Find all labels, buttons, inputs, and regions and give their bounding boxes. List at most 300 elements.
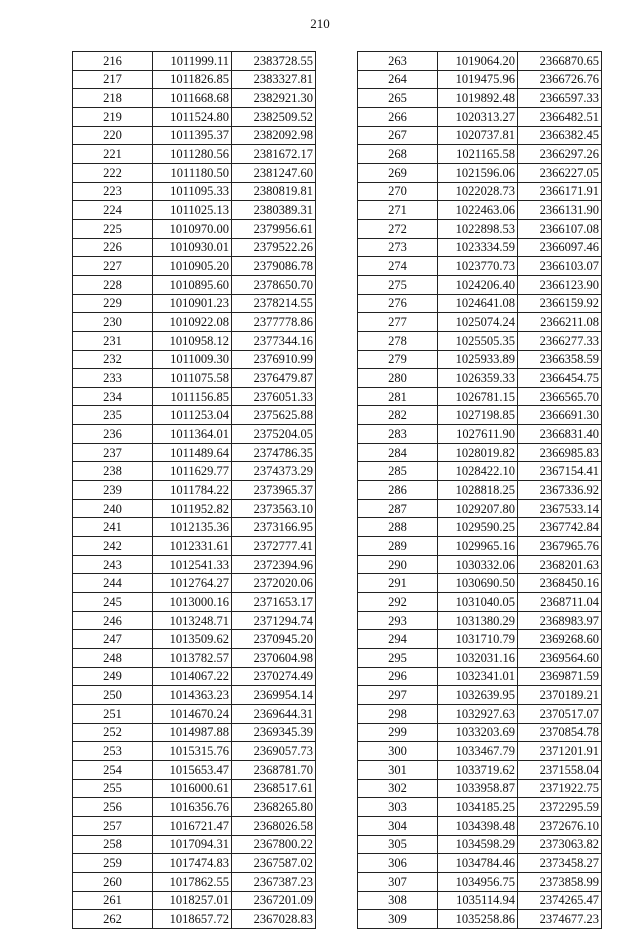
point-number-cell: 295: [358, 649, 438, 668]
x-coordinate-cell: 1026359.33: [438, 369, 518, 388]
table-row: [73, 798, 316, 817]
table-row: [358, 331, 602, 350]
x-coordinate-cell: 1032031.16: [438, 649, 518, 668]
x-coordinate-cell: 1031380.29: [438, 611, 518, 630]
y-coordinate-cell: 2366726.76: [518, 70, 602, 89]
page-number: 210: [310, 16, 330, 31]
x-coordinate-cell: 1028818.25: [438, 481, 518, 500]
x-coordinate-cell: 1018257.01: [153, 891, 232, 910]
x-coordinate-cell: 1033958.87: [438, 779, 518, 798]
y-coordinate-cell: 2382092.98: [232, 126, 316, 145]
y-coordinate-cell: 2376479.87: [232, 369, 316, 388]
y-coordinate-cell: 2371558.04: [518, 760, 602, 779]
x-coordinate-cell: 1023770.73: [438, 257, 518, 276]
y-coordinate-cell: 2369564.60: [518, 649, 602, 668]
table-row: [73, 369, 316, 388]
point-number-cell: 220: [73, 126, 153, 145]
table-row: [358, 313, 602, 332]
y-coordinate-cell: 2376051.33: [232, 387, 316, 406]
table-row: [358, 910, 602, 929]
y-coordinate-cell: 2368265.80: [232, 798, 316, 817]
point-number-cell: 293: [358, 611, 438, 630]
y-coordinate-cell: 2368781.70: [232, 760, 316, 779]
point-number-cell: 265: [358, 89, 438, 108]
x-coordinate-cell: 1010922.08: [153, 313, 232, 332]
table-row: [73, 275, 316, 294]
x-coordinate-cell: 1016721.47: [153, 816, 232, 835]
table-row: [358, 742, 602, 761]
x-coordinate-cell: 1011952.82: [153, 499, 232, 518]
table-row: [358, 145, 602, 164]
table-row: [358, 238, 602, 257]
x-coordinate-cell: 1011668.68: [153, 89, 232, 108]
y-coordinate-cell: 2378214.55: [232, 294, 316, 313]
y-coordinate-cell: 2368517.61: [232, 779, 316, 798]
point-number-cell: 298: [358, 704, 438, 723]
point-number-cell: 287: [358, 499, 438, 518]
x-coordinate-cell: 1027611.90: [438, 425, 518, 444]
y-coordinate-cell: 2382921.30: [232, 89, 316, 108]
point-number-cell: 235: [73, 406, 153, 425]
y-coordinate-cell: 2366454.75: [518, 369, 602, 388]
x-coordinate-cell: 1017094.31: [153, 835, 232, 854]
y-coordinate-cell: 2366358.59: [518, 350, 602, 369]
y-coordinate-cell: 2379086.78: [232, 257, 316, 276]
y-coordinate-cell: 2377778.86: [232, 313, 316, 332]
y-coordinate-cell: 2372676.10: [518, 816, 602, 835]
y-coordinate-cell: 2367028.83: [232, 910, 316, 929]
table-row: [73, 649, 316, 668]
table-row: [73, 425, 316, 444]
y-coordinate-cell: 2368026.58: [232, 816, 316, 835]
x-coordinate-cell: 1024641.08: [438, 294, 518, 313]
point-number-cell: 237: [73, 443, 153, 462]
x-coordinate-cell: 1010905.20: [153, 257, 232, 276]
y-coordinate-cell: 2371201.91: [518, 742, 602, 761]
y-coordinate-cell: 2369057.73: [232, 742, 316, 761]
y-coordinate-cell: 2373063.82: [518, 835, 602, 854]
point-number-cell: 228: [73, 275, 153, 294]
x-coordinate-cell: 1011524.80: [153, 107, 232, 126]
x-coordinate-cell: 1033467.79: [438, 742, 518, 761]
y-coordinate-cell: 2366131.90: [518, 201, 602, 220]
y-coordinate-cell: 2381247.60: [232, 163, 316, 182]
point-number-cell: 302: [358, 779, 438, 798]
y-coordinate-cell: 2366103.07: [518, 257, 602, 276]
x-coordinate-cell: 1014067.22: [153, 667, 232, 686]
point-number-cell: 233: [73, 369, 153, 388]
x-coordinate-cell: 1028422.10: [438, 462, 518, 481]
point-number-cell: 270: [358, 182, 438, 201]
table-row: [358, 686, 602, 705]
point-number-cell: 284: [358, 443, 438, 462]
y-coordinate-cell: 2366277.33: [518, 331, 602, 350]
point-number-cell: 224: [73, 201, 153, 220]
point-number-cell: 239: [73, 481, 153, 500]
y-coordinate-cell: 2374265.47: [518, 891, 602, 910]
point-number-cell: 260: [73, 872, 153, 891]
y-coordinate-cell: 2370274.49: [232, 667, 316, 686]
x-coordinate-cell: 1011095.33: [153, 182, 232, 201]
table-row: [358, 294, 602, 313]
y-coordinate-cell: 2373458.27: [518, 854, 602, 873]
y-coordinate-cell: 2369345.39: [232, 723, 316, 742]
y-coordinate-cell: 2374786.35: [232, 443, 316, 462]
y-coordinate-cell: 2366297.26: [518, 145, 602, 164]
x-coordinate-cell: 1019475.96: [438, 70, 518, 89]
table-row: [358, 462, 602, 481]
x-coordinate-cell: 1023334.59: [438, 238, 518, 257]
point-number-cell: 297: [358, 686, 438, 705]
x-coordinate-cell: 1017474.83: [153, 854, 232, 873]
x-coordinate-cell: 1028019.82: [438, 443, 518, 462]
point-number-cell: 232: [73, 350, 153, 369]
point-number-cell: 219: [73, 107, 153, 126]
point-number-cell: 238: [73, 462, 153, 481]
table-row: [358, 537, 602, 556]
x-coordinate-cell: 1019064.20: [438, 52, 518, 71]
table-row: [73, 331, 316, 350]
y-coordinate-cell: 2366227.05: [518, 163, 602, 182]
y-coordinate-cell: 2375204.05: [232, 425, 316, 444]
point-number-cell: 257: [73, 816, 153, 835]
table-row: [358, 611, 602, 630]
y-coordinate-cell: 2368711.04: [518, 593, 602, 612]
point-number-cell: 306: [358, 854, 438, 873]
point-number-cell: 252: [73, 723, 153, 742]
table-row: [73, 219, 316, 238]
y-coordinate-cell: 2366691.30: [518, 406, 602, 425]
point-number-cell: 262: [73, 910, 153, 929]
x-coordinate-cell: 1011025.13: [153, 201, 232, 220]
y-coordinate-cell: 2368450.16: [518, 574, 602, 593]
y-coordinate-cell: 2366870.65: [518, 52, 602, 71]
point-number-cell: 281: [358, 387, 438, 406]
x-coordinate-cell: 1026781.15: [438, 387, 518, 406]
point-number-cell: 274: [358, 257, 438, 276]
point-number-cell: 241: [73, 518, 153, 537]
y-coordinate-cell: 2366597.33: [518, 89, 602, 108]
point-number-cell: 291: [358, 574, 438, 593]
point-number-cell: 277: [358, 313, 438, 332]
table-row: [73, 686, 316, 705]
table-row: [358, 107, 602, 126]
x-coordinate-cell: 1031040.05: [438, 593, 518, 612]
y-coordinate-cell: 2376910.99: [232, 350, 316, 369]
y-coordinate-cell: 2367965.76: [518, 537, 602, 556]
point-number-cell: 230: [73, 313, 153, 332]
x-coordinate-cell: 1025074.24: [438, 313, 518, 332]
table-row: [73, 742, 316, 761]
table-row: [358, 798, 602, 817]
point-number-cell: 242: [73, 537, 153, 556]
y-coordinate-cell: 2381672.17: [232, 145, 316, 164]
point-number-cell: 308: [358, 891, 438, 910]
point-number-cell: 221: [73, 145, 153, 164]
x-coordinate-cell: 1033203.69: [438, 723, 518, 742]
table-row: [73, 145, 316, 164]
x-coordinate-cell: 1022898.53: [438, 219, 518, 238]
table-row: [73, 555, 316, 574]
table-row: [73, 760, 316, 779]
y-coordinate-cell: 2383327.81: [232, 70, 316, 89]
table-row: [358, 779, 602, 798]
y-coordinate-cell: 2369268.60: [518, 630, 602, 649]
x-coordinate-cell: 1013248.71: [153, 611, 232, 630]
point-number-cell: 236: [73, 425, 153, 444]
table-row: [73, 667, 316, 686]
y-coordinate-cell: 2368983.97: [518, 611, 602, 630]
y-coordinate-cell: 2373563.10: [232, 499, 316, 518]
table-row: [358, 275, 602, 294]
table-row: [358, 593, 602, 612]
table-row: [73, 854, 316, 873]
y-coordinate-cell: 2370854.78: [518, 723, 602, 742]
y-coordinate-cell: 2366565.70: [518, 387, 602, 406]
table-row: [358, 891, 602, 910]
x-coordinate-cell: 1016356.76: [153, 798, 232, 817]
table-row: [73, 872, 316, 891]
x-coordinate-cell: 1012541.33: [153, 555, 232, 574]
coordinates-table-right: [357, 51, 602, 929]
table-row: [358, 630, 602, 649]
point-number-cell: 307: [358, 872, 438, 891]
point-number-cell: 288: [358, 518, 438, 537]
x-coordinate-cell: 1011009.30: [153, 350, 232, 369]
table-row: [73, 163, 316, 182]
x-coordinate-cell: 1032927.63: [438, 704, 518, 723]
point-number-cell: 222: [73, 163, 153, 182]
y-coordinate-cell: 2374677.23: [518, 910, 602, 929]
x-coordinate-cell: 1011180.50: [153, 163, 232, 182]
table-row: [358, 257, 602, 276]
x-coordinate-cell: 1030332.06: [438, 555, 518, 574]
point-number-cell: 255: [73, 779, 153, 798]
table-row: [73, 537, 316, 556]
point-number-cell: 275: [358, 275, 438, 294]
table-row: [73, 201, 316, 220]
y-coordinate-cell: 2366107.08: [518, 219, 602, 238]
x-coordinate-cell: 1034185.25: [438, 798, 518, 817]
y-coordinate-cell: 2367387.23: [232, 872, 316, 891]
table-row: [73, 910, 316, 929]
point-number-cell: 250: [73, 686, 153, 705]
x-coordinate-cell: 1034598.29: [438, 835, 518, 854]
x-coordinate-cell: 1011784.22: [153, 481, 232, 500]
table-row: [73, 835, 316, 854]
table-row: [73, 406, 316, 425]
table-row: [358, 126, 602, 145]
y-coordinate-cell: 2367201.09: [232, 891, 316, 910]
table-row: [358, 201, 602, 220]
x-coordinate-cell: 1011395.37: [153, 126, 232, 145]
x-coordinate-cell: 1018657.72: [153, 910, 232, 929]
x-coordinate-cell: 1014363.23: [153, 686, 232, 705]
table-row: [358, 574, 602, 593]
table-row: [73, 704, 316, 723]
table-row: [73, 313, 316, 332]
y-coordinate-cell: 2377344.16: [232, 331, 316, 350]
point-number-cell: 289: [358, 537, 438, 556]
point-number-cell: 256: [73, 798, 153, 817]
y-coordinate-cell: 2372295.59: [518, 798, 602, 817]
y-coordinate-cell: 2379522.26: [232, 238, 316, 257]
table-row: [358, 89, 602, 108]
x-coordinate-cell: 1029590.25: [438, 518, 518, 537]
y-coordinate-cell: 2366123.90: [518, 275, 602, 294]
x-coordinate-cell: 1032341.01: [438, 667, 518, 686]
point-number-cell: 248: [73, 649, 153, 668]
x-coordinate-cell: 1034398.48: [438, 816, 518, 835]
x-coordinate-cell: 1032639.95: [438, 686, 518, 705]
y-coordinate-cell: 2370604.98: [232, 649, 316, 668]
table-row: [73, 294, 316, 313]
table-row: [358, 369, 602, 388]
x-coordinate-cell: 1010930.01: [153, 238, 232, 257]
table-row: [73, 518, 316, 537]
table-row: [358, 425, 602, 444]
table-row: [358, 387, 602, 406]
point-number-cell: 300: [358, 742, 438, 761]
point-number-cell: 278: [358, 331, 438, 350]
point-number-cell: 244: [73, 574, 153, 593]
x-coordinate-cell: 1020737.81: [438, 126, 518, 145]
y-coordinate-cell: 2382509.52: [232, 107, 316, 126]
y-coordinate-cell: 2371922.75: [518, 779, 602, 798]
table-row: [358, 555, 602, 574]
table-row: [73, 52, 316, 71]
table-row: [73, 462, 316, 481]
table-row: [358, 816, 602, 835]
table-row: [73, 238, 316, 257]
y-coordinate-cell: 2371653.17: [232, 593, 316, 612]
table-row: [73, 257, 316, 276]
coordinates-table-left: [72, 51, 316, 929]
y-coordinate-cell: 2371294.74: [232, 611, 316, 630]
table-row: [358, 518, 602, 537]
table-row: [358, 350, 602, 369]
y-coordinate-cell: 2373166.95: [232, 518, 316, 537]
y-coordinate-cell: 2373858.99: [518, 872, 602, 891]
table-row: [358, 163, 602, 182]
table-row: [73, 816, 316, 835]
y-coordinate-cell: 2368201.63: [518, 555, 602, 574]
point-number-cell: 299: [358, 723, 438, 742]
x-coordinate-cell: 1011826.85: [153, 70, 232, 89]
point-number-cell: 290: [358, 555, 438, 574]
x-coordinate-cell: 1025505.35: [438, 331, 518, 350]
table-row: [73, 481, 316, 500]
point-number-cell: 234: [73, 387, 153, 406]
point-number-cell: 279: [358, 350, 438, 369]
x-coordinate-cell: 1011629.77: [153, 462, 232, 481]
x-coordinate-cell: 1011253.04: [153, 406, 232, 425]
point-number-cell: 269: [358, 163, 438, 182]
point-number-cell: 309: [358, 910, 438, 929]
y-coordinate-cell: 2380819.81: [232, 182, 316, 201]
y-coordinate-cell: 2383728.55: [232, 52, 316, 71]
y-coordinate-cell: 2373965.37: [232, 481, 316, 500]
point-number-cell: 259: [73, 854, 153, 873]
point-number-cell: 216: [73, 52, 153, 71]
point-number-cell: 272: [358, 219, 438, 238]
point-number-cell: 240: [73, 499, 153, 518]
table-row: [73, 630, 316, 649]
table-row: [358, 499, 602, 518]
x-coordinate-cell: 1035258.86: [438, 910, 518, 929]
x-coordinate-cell: 1035114.94: [438, 891, 518, 910]
point-number-cell: 218: [73, 89, 153, 108]
y-coordinate-cell: 2366211.08: [518, 313, 602, 332]
table-row: [73, 499, 316, 518]
point-number-cell: 276: [358, 294, 438, 313]
y-coordinate-cell: 2369644.31: [232, 704, 316, 723]
x-coordinate-cell: 1011280.56: [153, 145, 232, 164]
table-row: [73, 611, 316, 630]
x-coordinate-cell: 1010958.12: [153, 331, 232, 350]
x-coordinate-cell: 1021596.06: [438, 163, 518, 182]
x-coordinate-cell: 1025933.89: [438, 350, 518, 369]
point-number-cell: 227: [73, 257, 153, 276]
y-coordinate-cell: 2378650.70: [232, 275, 316, 294]
point-number-cell: 247: [73, 630, 153, 649]
x-coordinate-cell: 1027198.85: [438, 406, 518, 425]
table-row: [358, 667, 602, 686]
x-coordinate-cell: 1034956.75: [438, 872, 518, 891]
point-number-cell: 225: [73, 219, 153, 238]
point-number-cell: 226: [73, 238, 153, 257]
x-coordinate-cell: 1012135.36: [153, 518, 232, 537]
point-number-cell: 243: [73, 555, 153, 574]
table-row: [73, 107, 316, 126]
x-coordinate-cell: 1022028.73: [438, 182, 518, 201]
x-coordinate-cell: 1015653.47: [153, 760, 232, 779]
point-number-cell: 229: [73, 294, 153, 313]
point-number-cell: 263: [358, 52, 438, 71]
y-coordinate-cell: 2372394.96: [232, 555, 316, 574]
point-number-cell: 285: [358, 462, 438, 481]
x-coordinate-cell: 1011156.85: [153, 387, 232, 406]
y-coordinate-cell: 2372020.06: [232, 574, 316, 593]
table-row: [358, 443, 602, 462]
point-number-cell: 266: [358, 107, 438, 126]
x-coordinate-cell: 1013000.16: [153, 593, 232, 612]
point-number-cell: 280: [358, 369, 438, 388]
x-coordinate-cell: 1012764.27: [153, 574, 232, 593]
x-coordinate-cell: 1011489.64: [153, 443, 232, 462]
x-coordinate-cell: 1010901.23: [153, 294, 232, 313]
point-number-cell: 258: [73, 835, 153, 854]
point-number-cell: 304: [358, 816, 438, 835]
x-coordinate-cell: 1029207.80: [438, 499, 518, 518]
y-coordinate-cell: 2367336.92: [518, 481, 602, 500]
y-coordinate-cell: 2367154.41: [518, 462, 602, 481]
x-coordinate-cell: 1011364.01: [153, 425, 232, 444]
point-number-cell: 223: [73, 182, 153, 201]
x-coordinate-cell: 1021165.58: [438, 145, 518, 164]
y-coordinate-cell: 2370517.07: [518, 704, 602, 723]
point-number-cell: 253: [73, 742, 153, 761]
point-number-cell: 267: [358, 126, 438, 145]
table-row: [73, 891, 316, 910]
point-number-cell: 294: [358, 630, 438, 649]
y-coordinate-cell: 2366382.45: [518, 126, 602, 145]
y-coordinate-cell: 2366482.51: [518, 107, 602, 126]
table-row: [73, 574, 316, 593]
x-coordinate-cell: 1012331.61: [153, 537, 232, 556]
point-number-cell: 303: [358, 798, 438, 817]
table-row: [358, 760, 602, 779]
